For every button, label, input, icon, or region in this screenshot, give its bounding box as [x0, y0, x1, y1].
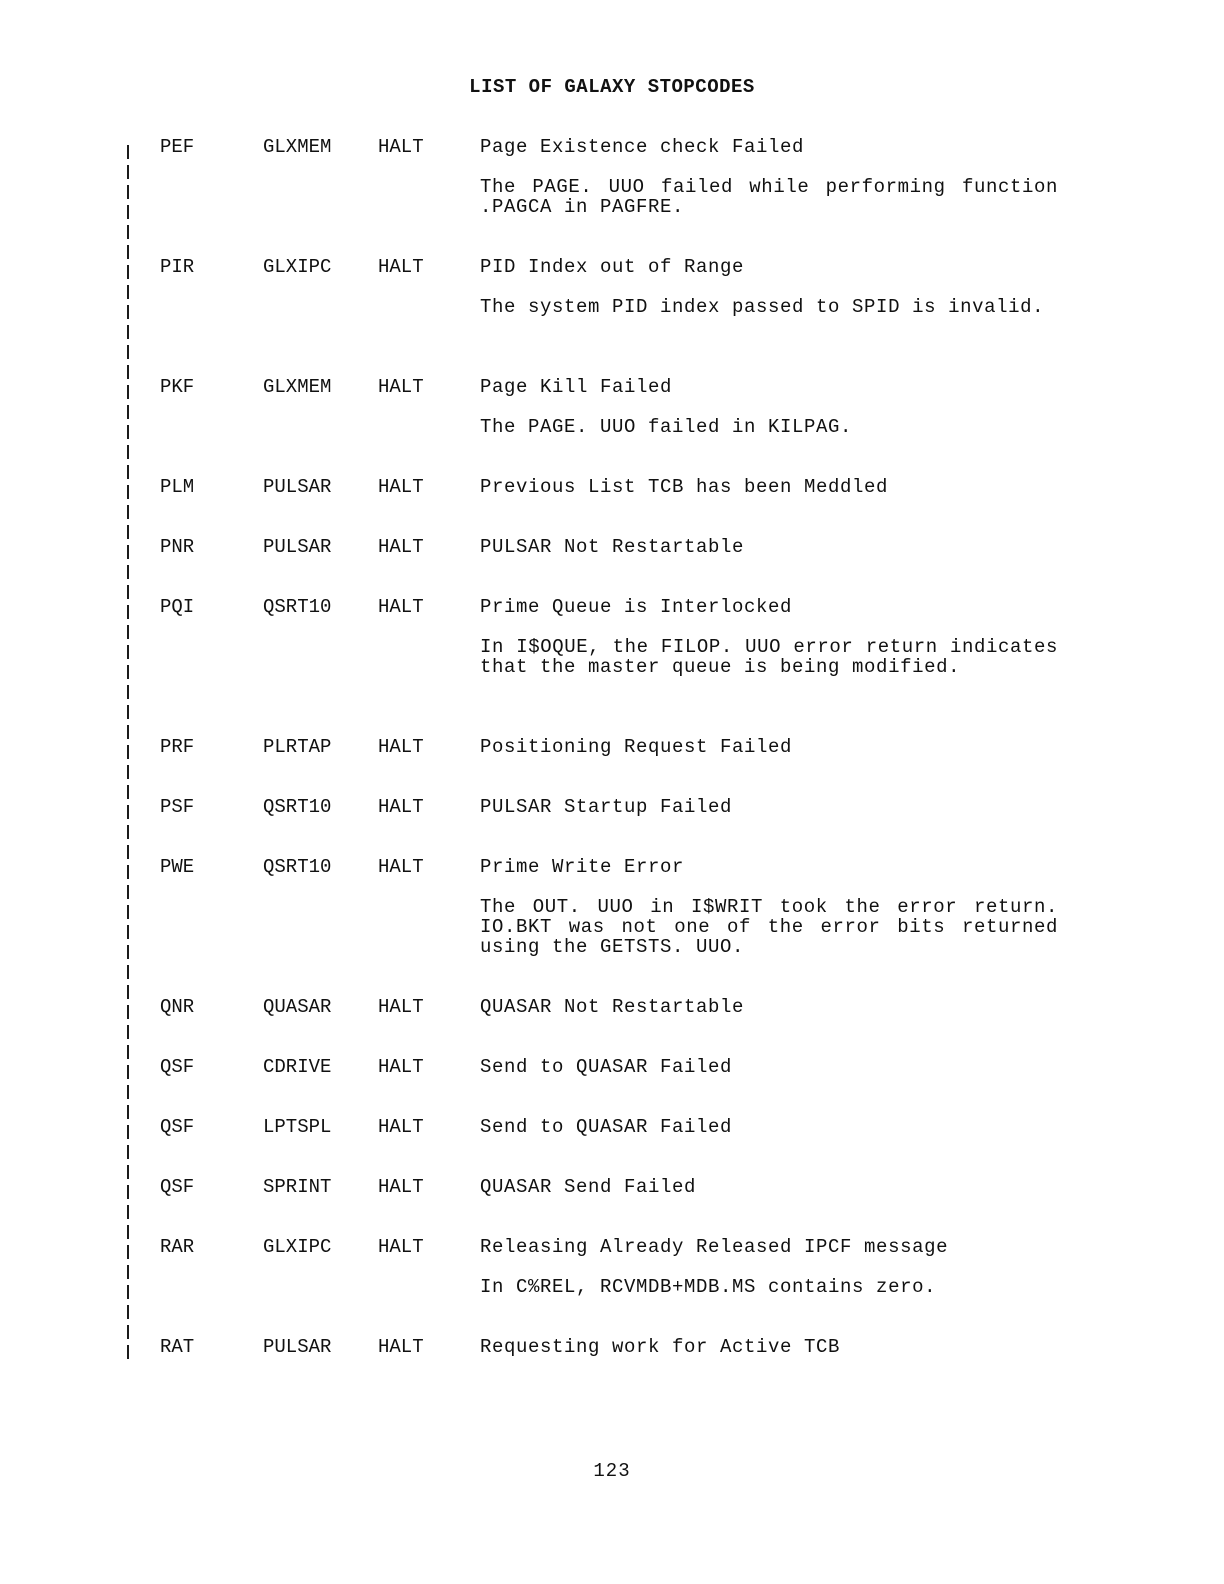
stopcode-description: Send to QUASAR Failed: [480, 1056, 733, 1078]
stopcode-description: Prime Queue is Interlocked: [480, 596, 793, 618]
stopcode-code: RAR: [160, 1236, 195, 1258]
stopcode-entry: [0, 1057, 1224, 1117]
stopcode-entry: [0, 597, 1224, 737]
stopcode-code: QSF: [160, 1056, 195, 1078]
stopcode-entry: [0, 1237, 1224, 1337]
stopcode-entry: [0, 997, 1224, 1057]
stopcode-module: GLXMEM: [263, 136, 332, 158]
stopcode-detail: The system PID index passed to SPID is invalid.: [480, 296, 1045, 318]
stopcode-action: HALT: [378, 256, 424, 278]
stopcode-action: HALT: [378, 1236, 424, 1258]
page-title: LIST OF GALAXY STOPCODES: [469, 76, 755, 98]
stopcode-code: PRF: [160, 736, 195, 758]
stopcode-module: PLRTAP: [263, 736, 332, 758]
stopcode-module: GLXMEM: [263, 376, 332, 398]
stopcode-list: [0, 137, 1224, 1377]
stopcode-code: PEF: [160, 136, 195, 158]
stopcode-module: PULSAR: [263, 536, 332, 558]
stopcode-detail: The OUT. UUO in I$WRIT took the error return. IO.BKT was not one of the error bits returned using the GETSTS. UUO.: [480, 896, 1058, 958]
stopcode-action: HALT: [378, 736, 424, 758]
stopcode-entry: [0, 537, 1224, 597]
stopcode-module: SPRINT: [263, 1176, 332, 1198]
stopcode-action: HALT: [378, 476, 424, 498]
stopcode-entry: [0, 737, 1224, 797]
stopcode-code: PQI: [160, 596, 195, 618]
stopcode-entry: [0, 797, 1224, 857]
stopcode-code: PLM: [160, 476, 195, 498]
stopcode-module: PULSAR: [263, 1336, 332, 1358]
stopcode-code: PNR: [160, 536, 195, 558]
page-number: 123: [593, 1460, 631, 1482]
stopcode-action: HALT: [378, 856, 424, 878]
stopcode-description: Prime Write Error: [480, 856, 685, 878]
stopcode-entry: [0, 377, 1224, 477]
stopcode-description: PULSAR Not Restartable: [480, 536, 745, 558]
stopcode-action: HALT: [378, 136, 424, 158]
stopcode-module: QSRT10: [263, 796, 332, 818]
stopcode-entry: [0, 137, 1224, 257]
stopcode-description: QUASAR Send Failed: [480, 1176, 697, 1198]
stopcode-module: QSRT10: [263, 856, 332, 878]
stopcode-description: Page Existence check Failed: [480, 136, 805, 158]
stopcode-code: QNR: [160, 996, 195, 1018]
stopcode-action: HALT: [378, 596, 424, 618]
stopcode-entry: [0, 1117, 1224, 1177]
stopcode-code: PIR: [160, 256, 195, 278]
stopcode-code: PWE: [160, 856, 195, 878]
stopcode-detail: In C%REL, RCVMDB+MDB.MS contains zero.: [480, 1276, 937, 1298]
stopcode-entry: [0, 257, 1224, 377]
stopcode-action: HALT: [378, 1056, 424, 1078]
stopcode-detail: The PAGE. UUO failed in KILPAG.: [480, 416, 853, 438]
stopcode-description: Releasing Already Released IPCF message: [480, 1236, 949, 1258]
stopcode-module: GLXIPC: [263, 256, 332, 278]
stopcode-code: PSF: [160, 796, 195, 818]
stopcode-entry: [0, 857, 1224, 997]
stopcode-module: CDRIVE: [263, 1056, 332, 1078]
stopcode-description: Page Kill Failed: [480, 376, 673, 398]
stopcode-detail: The PAGE. UUO failed while performing function .PAGCA in PAGFRE.: [480, 176, 1058, 218]
stopcode-code: RAT: [160, 1336, 195, 1358]
stopcode-action: HALT: [378, 1116, 424, 1138]
stopcode-module: QUASAR: [263, 996, 332, 1018]
stopcode-description: Requesting work for Active TCB: [480, 1336, 841, 1358]
stopcode-action: HALT: [378, 1336, 424, 1358]
stopcode-code: QSF: [160, 1116, 195, 1138]
stopcode-module: QSRT10: [263, 596, 332, 618]
stopcode-entry: [0, 477, 1224, 537]
stopcode-description: Previous List TCB has been Meddled: [480, 476, 889, 498]
stopcode-action: HALT: [378, 996, 424, 1018]
stopcode-entry: [0, 1337, 1224, 1377]
stopcode-module: PULSAR: [263, 476, 332, 498]
stopcode-entry: [0, 1177, 1224, 1237]
stopcode-description: PULSAR Startup Failed: [480, 796, 733, 818]
stopcode-description: QUASAR Not Restartable: [480, 996, 745, 1018]
stopcode-code: QSF: [160, 1176, 195, 1198]
stopcode-module: LPTSPL: [263, 1116, 332, 1138]
stopcode-action: HALT: [378, 1176, 424, 1198]
stopcode-code: PKF: [160, 376, 195, 398]
stopcode-description: Send to QUASAR Failed: [480, 1116, 733, 1138]
stopcode-module: GLXIPC: [263, 1236, 332, 1258]
stopcode-action: HALT: [378, 376, 424, 398]
stopcode-action: HALT: [378, 536, 424, 558]
stopcode-description: PID Index out of Range: [480, 256, 745, 278]
stopcode-detail: In I$OQUE, the FILOP. UUO error return indicates that the master queue is being modified.: [480, 636, 1058, 678]
stopcode-action: HALT: [378, 796, 424, 818]
stopcode-description: Positioning Request Failed: [480, 736, 793, 758]
